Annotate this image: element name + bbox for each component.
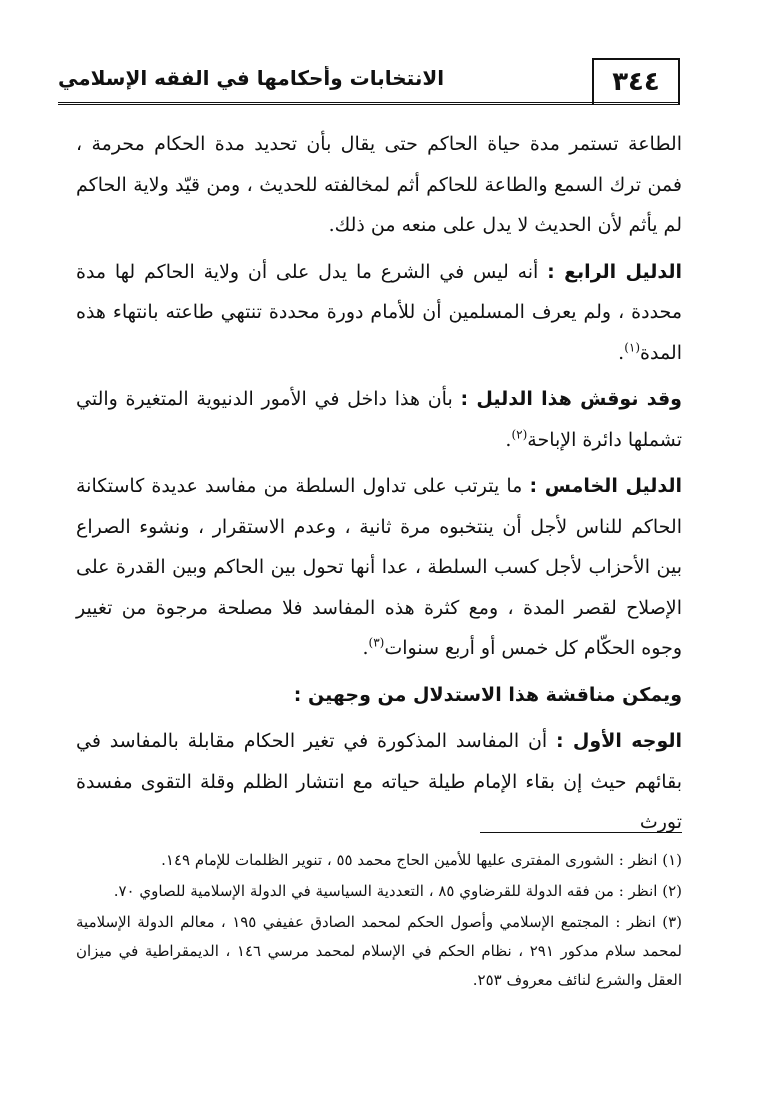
discussion-heading: ويمكن مناقشة هذا الاستدلال من وجهين :: [293, 683, 682, 706]
footnote-reference: (١): [624, 340, 641, 355]
header-rule: [58, 102, 680, 105]
main-text: [76, 124, 682, 849]
footnote-reference: (٣): [368, 635, 385, 650]
footnote-reference: (٢): [511, 427, 528, 442]
paragraph-text: ما يترتب على تداول السلطة من مفاسد عديدة كاستكانة الحاكم للناس لأجل أن ينتخبوه مرة ثانية ، وعدم الاستقرار ، ونشوء الصراع بين الأحزاب لأجل كسب السلطة ، عدا أنها تحول بين الحاكم وبين القدرة على الإصلاح لقصر المدة ، ومع كثرة هذه المفاسد فلا مصلحة مرجوة من تغيير وجوه الحكّام كل خمس أو أربع سنوات: [76, 475, 682, 659]
page-number: ٣٤٤: [592, 58, 680, 104]
paragraph-text: أن المفاسد المذكورة في تغير الحكام مقابلة بالمفاسد في بقائهم حيث إن بقاء الإمام طيلة حياته مع انتشار الظلم وقلة التقوى مفسدة تورث: [76, 730, 682, 833]
footnote-item: (٣) انظر : المجتمع الإسلامي وأصول الحكم لمحمد الصادق عفيفي ١٩٥ ، معالم الدولة الإسلامية لمحمد سلام مدكور ٢٩١ ، نظام الحكم في الإسلام لمحمد مرسي ١٤٦ ، الديمقراطية في ميزان العقل والشرع لنائف معروف ٢٥٣.: [76, 913, 683, 989]
paragraph-first-aspect: [76, 721, 682, 843]
paragraph-text: بأن هذا داخل في الأمور الدنيوية المتغيرة والتي تشملها دائرة الإباحة: [76, 388, 682, 451]
paragraph-lead: وقد نوقش هذا الدليل :: [460, 388, 682, 410]
paragraph-lead: الدليل الرابع :: [547, 260, 682, 283]
page-header: [58, 58, 680, 108]
footnote-separator: [480, 832, 682, 833]
footnote-item: (٢) انظر : من فقه الدولة للقرضاوي ٨٥ ، التعددية السياسية في الدولة الإسلامية للصاوي ٧٠.: [113, 882, 682, 900]
paragraph-rebuttal: وقد نوقش هذا الدليل : بأن هذا داخل في الأمور الدنيوية المتغيرة والتي تشملها دائرة الإباحة$^{(٢)}$.: [76, 388, 682, 451]
paragraph-text: الطاعة تستمر مدة حياة الحاكم حتى يقال بأن تحديد مدة الحكام محرمة ، فمن ترك السمع والطاعة للحاكم أثم لمخالفته للحديث ، ومن قيّد ولاية الحاكم لم يأثم لأن الحديث لا يدل على منعه من ذلك.: [76, 133, 682, 236]
paragraph-lead: الوجه الأول :: [555, 730, 683, 752]
paragraph-lead: الدليل الخامس :: [529, 475, 682, 497]
footnote-item: (١) انظر : الشورى المفترى عليها للأمين الحاج محمد ٥٥ ، تنوير الظلمات للإمام ١٤٩.: [161, 851, 682, 869]
paragraph-evidence-four: الدليل الرابع : أنه ليس في الشرع ما يدل على أن ولاية الحاكم لها مدة محددة ، ولم يعرف المسلمين أن للأمام دورة محددة تنتهي طاعته بانتهاء هذه المدة$^{(١)}$.: [76, 260, 682, 364]
footnotes: [76, 846, 682, 997]
paragraph-text: أنه ليس في الشرع ما يدل على أن ولاية الحاكم لها مدة محددة ، ولم يعرف المسلمين أن للأمام دورة محددة تنتهي طاعته بانتهاء هذه المدة: [76, 260, 682, 364]
paragraph-continuation: [76, 124, 682, 246]
paragraph-evidence-five: الدليل الخامس : ما يترتب على تداول السلطة من مفاسد عديدة كاستكانة الحاكم للناس لأجل أن ينتخبوه مرة ثانية ، وعدم الاستقرار ، ونشوء الصراع بين الأحزاب لأجل كسب السلطة ، عدا أنها تحول بين الحاكم وبين القدرة على الإصلاح لقصر المدة ، ومع كثرة هذه المفاسد فلا مصلحة مرجوة من تغيير وجوه الحكّام كل خمس أو أربع سنوات$^{(٣)}$.: [76, 475, 682, 659]
running-title: الانتخابات وأحكامها في الفقه الإسلامي: [58, 66, 445, 90]
